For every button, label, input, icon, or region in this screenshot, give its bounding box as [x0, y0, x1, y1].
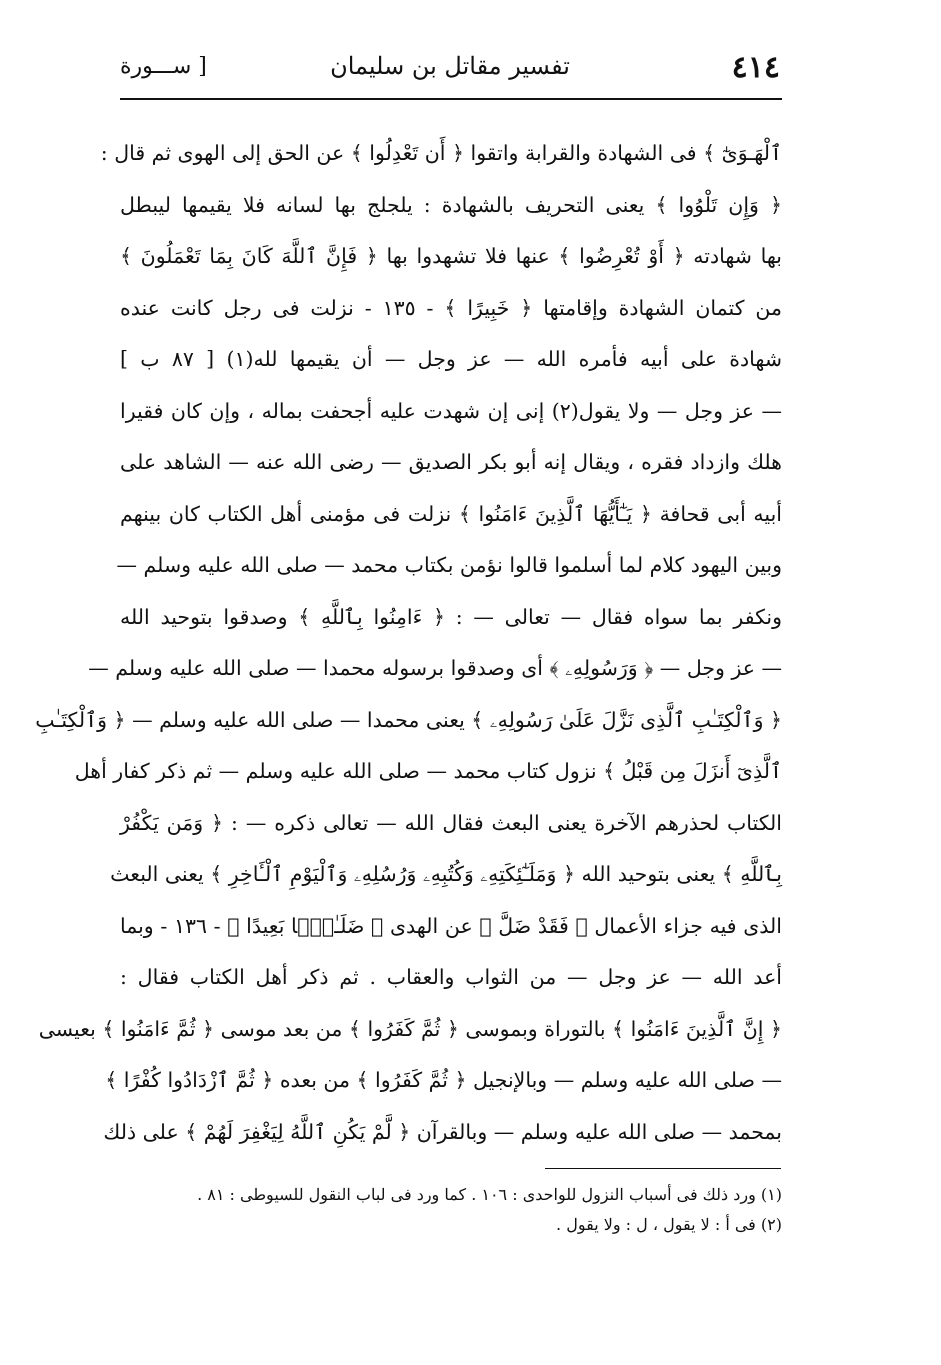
text-line: الذى فيه جزاء الأعمال ﴿ فَقَدْ ضَلَّ ﴾ عن الهدى ﴿ ضَلَـٰلًۢا بَعِيدًا ﴾ - ١٣٦ - وبما [120, 913, 782, 938]
text-line: ٱلَّذِىٓ أَنزَلَ مِن قَبْلُ ﴾ نزول كتاب محمد — صلى الله عليه وسلم — ثم ذكر كفار أهل [74, 759, 782, 783]
text-line: الكتاب لحذرهم الآخرة يعنى البعث فقال الله — تعالى ذكره — : ﴿ وَمَن يَكْفُرْ [120, 810, 782, 835]
text-line: ٱلْهَـوَىٰٓ ﴾ فى الشهادة والقرابة واتقوا ﴿ أَن تَعْدِلُوا ﴾ عن الحق إلى الهوى ثم قال : [100, 141, 782, 165]
text-line: — عز وجل — ولا يقول(٢) إنى إن شهدت عليه أجحفت بماله ، وإن كان فقيرا [120, 398, 782, 423]
page-header [120, 50, 780, 98]
text-line: — عز وجل — ﴿ وَرَسُولِهِۦ ﴾ أى وصدقوا برسوله محمدا — صلى الله عليه وسلم — [88, 656, 782, 680]
text-line: وبين اليهود كلام لما أسلموا قالوا نؤمن بكتاب محمد — صلى الله عليه وسلم — [116, 553, 782, 577]
footnote: (٢) فى أ : لا يقول ، ل : ولا يقول . [556, 1215, 782, 1234]
text-line: ونكفر بما سواه فقال — تعالى — : ﴿ ءَامِنُوا بِٱللَّهِ ﴾ وصدقوا بتوحيد الله [120, 604, 782, 629]
footnotes [120, 1180, 782, 1240]
text-line: ﴿ إِنَّ ٱلَّذِينَ ءَامَنُوا ﴾ بالتوراة وبموسى ﴿ ثُمَّ كَفَرُوا ﴾ من بعد موسى ﴿ ثُمَّ ءَامَنُوا ﴾ بعيسى [38, 1016, 782, 1041]
text-line: أبيه أبى قحافة ﴿ يَـٰٓأَيُّهَا ٱلَّذِينَ ءَامَنُوا ﴾ نزلت فى مؤمنى أهل الكتاب كان بينهم [120, 501, 782, 526]
tafsir-body [35, 128, 782, 1158]
surah-label: [ ســـورة [120, 54, 207, 79]
text-line: ﴿ وَإِن تَلْوُوا ﴾ يعنى التحريف بالشهادة : يلجلج بها لسانه فلا يقيمها ليبطل [120, 192, 782, 217]
text-line: أعد الله — عز وجل — من الثواب والعقاب . ثم ذكر أهل الكتاب فقال : [120, 965, 782, 989]
text-line: بها شهادته ﴿ أَوْ تُعْرِضُوا ﴾ عنها فلا تشهدوا بها ﴿ فَإِنَّ ٱللَّهَ كَانَ بِمَا تَعْمَلُونَ ﴾ [120, 244, 782, 268]
header-divider [120, 98, 782, 100]
footnote: (١) ورد ذلك فى أسباب النزول للواحدى : ١٠٦ . كما ورد فى لباب النقول للسيوطى : ٨١ . [197, 1185, 782, 1204]
text-line: بمحمد — صلى الله عليه وسلم — وبالقرآن ﴿ لَّمْ يَكُنِ ٱللَّهُ لِيَغْفِرَ لَهُمْ ﴾ على ذلك [103, 1119, 782, 1144]
page-number: ٤١٤ [731, 50, 780, 85]
text-line: ﴿ وَٱلْكِتَـٰبِ ٱلَّذِى نَزَّلَ عَلَىٰ رَسُولِهِۦ ﴾ يعنى محمدا — صلى الله عليه وسلم — ﴿ وَٱلْكِتَـٰبِ [35, 707, 782, 732]
text-line: — صلى الله عليه وسلم — وبالإنجيل ﴿ ثُمَّ كَفَرُوا ﴾ من بعده ﴿ ثُمَّ ٱزْدَادُوا كُفْرًا ﴾ [105, 1068, 782, 1092]
text-line: هلك وازداد فقره ، ويقال إنه أبو بكر الصديق — رضى الله عنه — الشاهد على [120, 450, 782, 474]
running-title: تفسير مقاتل بن سليمان [330, 52, 570, 80]
text-line: من كتمان الشهادة وإقامتها ﴿ خَبِيرًا ﴾ - ١٣٥ - نزلت فى رجل كانت عنده [120, 295, 782, 320]
text-line: بِٱللَّهِ ﴾ يعنى بتوحيد الله ﴿ وَمَلَـٰٓئِكَتِهِۦ وَكُتُبِهِۦ وَرُسُلِهِۦ وَٱلْيَوْمِ ٱلْـَٔاخِرِ ﴾ يعنى البعث [110, 862, 782, 886]
text-line: شهادة على أبيه فأمره الله — عز وجل — أن يقيمها لله(١) [ ٨٧ ب ] [120, 347, 782, 371]
footnote-divider [545, 1168, 781, 1169]
